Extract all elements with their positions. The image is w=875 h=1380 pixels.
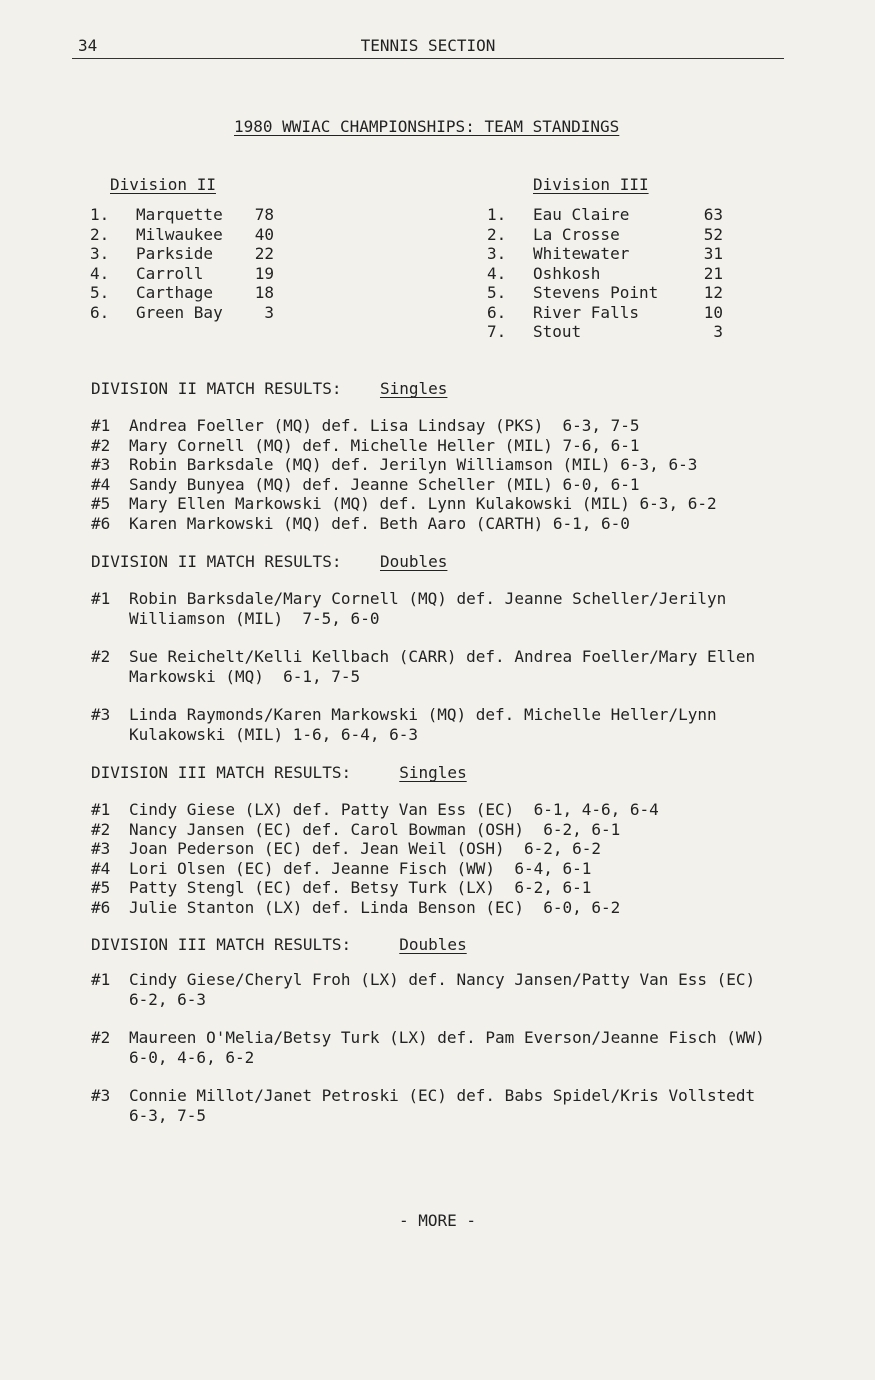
team-name: Green Bay — [136, 302, 223, 322]
match-number: #6 — [91, 513, 111, 533]
team-rank: 3. — [90, 244, 110, 263]
match-text: Cindy Giese (LX) def. Patty Van Ess (EC) 6-1, 4-6, 6-4 — [129, 800, 659, 819]
results-category: Doubles — [379, 552, 448, 571]
team-name: Stevens Point — [533, 283, 659, 302]
team-rank: 2. — [487, 224, 507, 244]
team-rank: 6. — [90, 302, 110, 322]
section-title: TENNIS SECTION — [360, 36, 496, 55]
match-result — [91, 1086, 791, 1125]
match-result — [91, 416, 791, 436]
match-number: #1 — [91, 970, 111, 989]
match-text: Lori Olsen (EC) def. Jeanne Fisch (WW) 6-4, 6-1 — [129, 858, 592, 878]
match-text: Robin Barksdale/Mary Cornell (MQ) def. Jeanne Scheller/Jerilyn Williamson (MIL) 7-5, 6-0 — [129, 589, 727, 628]
standing-row — [487, 283, 723, 303]
results-category: Singles — [399, 763, 467, 782]
match-number: #3 — [91, 839, 111, 858]
team-points: 3 — [264, 302, 274, 322]
match-text: Cindy Giese/Cheryl Froh (LX) def. Nancy Jansen/Patty Van Ess (EC) 6-2, 6-3 — [129, 970, 756, 1009]
match-result — [91, 859, 791, 879]
team-points: 12 — [703, 283, 723, 302]
page-number: 34 — [78, 36, 98, 55]
match-number: #3 — [91, 1086, 111, 1105]
division-ii-heading: Division II — [110, 175, 216, 194]
match-result — [91, 455, 791, 475]
d3-doubles-heading — [91, 935, 467, 954]
standing-row — [487, 205, 723, 225]
team-points: 63 — [703, 205, 723, 224]
team-rank: 3. — [487, 244, 507, 263]
division-iii-standings — [487, 205, 723, 342]
standing-row — [90, 283, 274, 303]
match-text: Mary Cornell (MQ) def. Michelle Heller (MIL) 7-6, 6-1 — [129, 435, 640, 455]
match-text: Sue Reichelt/Kelli Kellbach (CARR) def. Andrea Foeller/Mary Ellen Markowski (MQ) 6-1, 7-5 — [129, 647, 756, 686]
team-points: 78 — [254, 205, 274, 224]
team-rank: 6. — [487, 302, 507, 322]
match-text: Andrea Foeller (MQ) def. Lisa Lindsay (PKS) 6-3, 7-5 — [129, 416, 640, 435]
team-rank: 5. — [487, 283, 507, 302]
team-rank: 1. — [487, 205, 507, 224]
team-points: 10 — [703, 302, 723, 322]
results-category: Doubles — [399, 935, 467, 954]
match-text: Maureen O'Melia/Betsy Turk (LX) def. Pam Everson/Jeanne Fisch (WW) 6-0, 4-6, 6-2 — [129, 1028, 765, 1067]
team-rank: 7. — [487, 322, 507, 341]
match-number: #1 — [91, 800, 111, 819]
team-name: Whitewater — [533, 244, 630, 263]
team-points: 52 — [703, 224, 723, 244]
match-result — [91, 820, 791, 840]
match-number: #4 — [91, 474, 111, 494]
match-number: #2 — [91, 1028, 111, 1047]
match-result — [91, 1028, 791, 1067]
match-text: Connie Millot/Janet Petroski (EC) def. Babs Spidel/Kris Vollstedt 6-3, 7-5 — [129, 1086, 756, 1125]
d2-singles-results — [91, 416, 791, 533]
match-result — [91, 878, 791, 898]
match-result — [91, 494, 791, 514]
results-category: Singles — [379, 379, 448, 398]
standing-row — [487, 264, 723, 284]
results-label: DIVISION II MATCH RESULTS: — [91, 552, 342, 571]
results-label: DIVISION II MATCH RESULTS: — [91, 379, 342, 398]
match-number: #4 — [91, 858, 111, 878]
results-label: DIVISION III MATCH RESULTS: — [91, 935, 352, 954]
team-rank: 1. — [90, 205, 110, 224]
match-text: Sandy Bunyea (MQ) def. Jeanne Scheller (MIL) 6-0, 6-1 — [129, 474, 640, 494]
team-name: Parkside — [136, 244, 214, 263]
team-name: Carroll — [136, 263, 204, 283]
match-result — [91, 898, 791, 918]
d2-singles-heading — [91, 379, 447, 398]
match-number: #1 — [91, 416, 111, 435]
match-text: Mary Ellen Markowski (MQ) def. Lynn Kulakowski (MIL) 6-3, 6-2 — [129, 494, 717, 513]
team-points: 18 — [254, 283, 274, 302]
match-result — [91, 475, 791, 495]
standing-row — [487, 225, 723, 245]
match-result — [91, 800, 791, 820]
match-number: #5 — [91, 878, 111, 897]
team-name: Stout — [533, 322, 582, 341]
standing-row — [90, 225, 274, 245]
team-name: La Crosse — [533, 224, 620, 244]
match-result — [91, 705, 791, 744]
match-number: #2 — [91, 819, 111, 839]
match-text: Julie Stanton (LX) def. Linda Benson (EC) 6-0, 6-2 — [129, 897, 621, 917]
standing-row — [487, 244, 723, 264]
team-rank: 2. — [90, 224, 110, 244]
team-points: 40 — [254, 224, 274, 244]
d2-doubles-results — [91, 589, 791, 763]
team-name: River Falls — [533, 302, 639, 322]
results-label: DIVISION III MATCH RESULTS: — [91, 763, 352, 782]
d3-singles-results — [91, 800, 791, 917]
match-text: Linda Raymonds/Karen Markowski (MQ) def. Michelle Heller/Lynn Kulakowski (MIL) 1-6, 6-4, 6-3 — [129, 705, 717, 744]
match-result — [91, 436, 791, 456]
match-result — [91, 514, 791, 534]
match-number: #1 — [91, 589, 111, 608]
standing-row — [90, 244, 274, 264]
match-text: Joan Pederson (EC) def. Jean Weil (OSH) 6-2, 6-2 — [129, 839, 602, 858]
match-number: #6 — [91, 897, 111, 917]
match-text: Robin Barksdale (MQ) def. Jerilyn Williamson (MIL) 6-3, 6-3 — [129, 455, 698, 474]
team-points: 21 — [703, 263, 723, 283]
team-name: Eau Claire — [533, 205, 630, 224]
d2-doubles-heading — [91, 552, 447, 571]
match-number: #2 — [91, 435, 111, 455]
d3-doubles-results — [91, 970, 791, 1144]
more-footer: - MORE - — [398, 1211, 477, 1230]
standing-row — [487, 322, 723, 342]
match-result — [91, 647, 791, 686]
match-number: #5 — [91, 494, 111, 513]
match-text: Karen Markowski (MQ) def. Beth Aaro (CARTH) 6-1, 6-0 — [129, 513, 630, 533]
division-ii-standings — [90, 205, 274, 322]
team-name: Marquette — [136, 205, 223, 224]
standing-row — [90, 205, 274, 225]
page-header — [72, 36, 784, 59]
team-rank: 4. — [90, 263, 110, 283]
team-points: 22 — [254, 244, 274, 263]
match-result — [91, 589, 791, 628]
standing-row — [90, 264, 274, 284]
match-text: Patty Stengl (EC) def. Betsy Turk (LX) 6-2, 6-1 — [129, 878, 592, 897]
standings-title: 1980 WWIAC CHAMPIONSHIPS: TEAM STANDINGS — [234, 117, 620, 136]
team-name: Milwaukee — [136, 224, 223, 244]
match-number: #3 — [91, 455, 111, 474]
match-result — [91, 839, 791, 859]
team-name: Carthage — [136, 283, 214, 302]
team-rank: 4. — [487, 263, 507, 283]
match-number: #3 — [91, 705, 111, 724]
division-iii-heading: Division III — [533, 175, 649, 194]
team-name: Oshkosh — [533, 263, 601, 283]
team-points: 3 — [713, 322, 723, 341]
match-result — [91, 970, 791, 1009]
match-text: Nancy Jansen (EC) def. Carol Bowman (OSH) 6-2, 6-1 — [129, 819, 621, 839]
d3-singles-heading — [91, 763, 467, 782]
team-rank: 5. — [90, 283, 110, 302]
standing-row — [487, 303, 723, 323]
team-points: 31 — [703, 244, 723, 263]
match-number: #2 — [91, 647, 111, 666]
team-points: 19 — [254, 263, 274, 283]
standing-row — [90, 303, 274, 323]
